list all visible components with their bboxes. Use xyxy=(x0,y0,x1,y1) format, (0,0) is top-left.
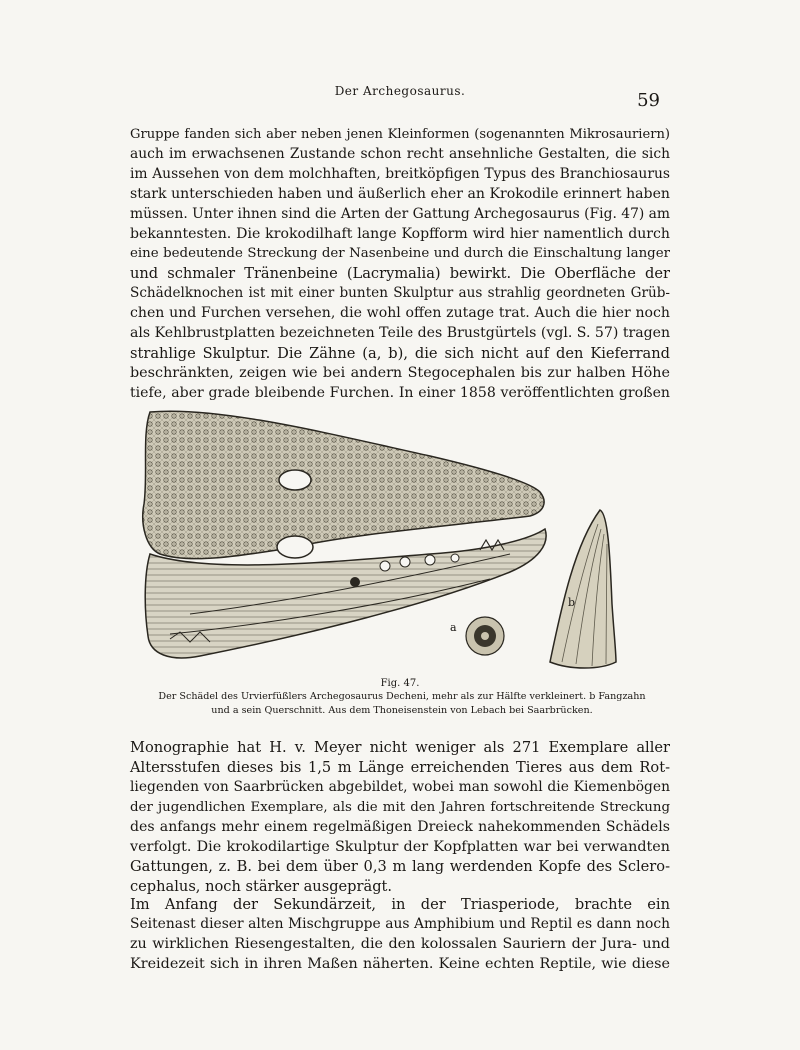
skull-figure xyxy=(130,404,670,674)
text-line: Altersstufen dieses bis 1,5 m Länge erreichenden Tieres aus dem Rot- xyxy=(130,758,670,776)
paragraph-2 xyxy=(130,738,670,897)
figure-number: Fig. 47. xyxy=(380,678,420,689)
text-line: Im Anfang der Sekundärzeit, in der Triasperiode, brachte ein xyxy=(130,896,670,913)
text-line: auch im erwachsenen Zustande schon recht ansehnliche Gestalten, die sich xyxy=(130,145,670,162)
text-line: Schädelknochen ist mit einer bunten Skulptur aus strahlig geordneten Grüb- xyxy=(130,285,670,302)
text-line: müssen. Unter ihnen sind die Arten der Gattung Archegosaurus (Fig. 47) am xyxy=(130,205,671,222)
caption-line: Der Schädel des Urvierfüßlers Archegosaurus Decheni, mehr als zur Hälfte verkleinert. b Fangzahn xyxy=(158,691,646,702)
text-line: cephalus, noch stärker ausgeprägt. xyxy=(130,878,393,896)
text-line: des anfangs mehr einem regelmäßigen Dreieck nahekommenden Schädels xyxy=(130,818,670,835)
text-line: eine bedeutende Streckung der Nasenbeine und durch die Einschaltung langer xyxy=(130,246,670,262)
text-line: im Aussehen von dem molchhaften, breitköpfigen Typus des Branchiosaurus xyxy=(130,165,670,182)
running-title: Der Archegosaurus. xyxy=(334,84,466,98)
tooth-cross-section xyxy=(466,617,504,655)
text-line: zu wirklichen Riesengestalten, die den kolossalen Sauriern der Jura- und xyxy=(130,935,670,952)
figure-caption xyxy=(128,690,676,718)
text-line: beschränkten, zeigen wie bei andern Stegocephalen bis zur halben Höhe xyxy=(130,364,670,381)
text-line: und schmaler Tränenbeine (Lacrymalia) bewirkt. Die Oberfläche der xyxy=(130,265,670,283)
text-line: Monographie hat H. v. Meyer nicht weniger als 271 Exemplare aller xyxy=(130,739,670,756)
fang-tooth xyxy=(550,510,616,668)
paragraph-3 xyxy=(130,895,670,975)
figure-label-a: a xyxy=(450,621,457,634)
paragraph-1 xyxy=(130,125,670,404)
text-line: verfolgt. Die krokodilartige Skulptur der Kopfplatten war bei verwandten xyxy=(130,838,670,855)
text-line: Kreidezeit sich in ihren Maßen näherten. Keine echten Reptile, wie diese xyxy=(130,955,670,972)
text-line: strahlige Skulptur. Die Zähne (a, b), die sich nicht auf den Kieferrand xyxy=(130,344,670,362)
text-line: liegenden von Saarbrücken abgebildet, wobei man sowohl die Kiemenbögen xyxy=(130,778,670,795)
text-line: chen und Furchen versehen, die wohl offen zutage trat. Auch die hier noch xyxy=(130,305,670,322)
text-line: Gattungen, z. B. bei dem über 0,3 m lang werdenden Kopfe des Sclero- xyxy=(130,858,670,876)
text-line: Seitenast dieser alten Mischgruppe aus Amphibium und Reptil es dann noch xyxy=(130,915,670,932)
text-line: Gruppe fanden sich aber neben jenen Kleinformen (sogenannten Mikrosauriern) xyxy=(130,127,670,142)
text-line: stark unterschieden haben und äußerlich eher an Krokodile erinnert haben xyxy=(130,185,670,202)
text-line: als Kehlbrustplatten bezeichneten Teile des Brustgürtels (vgl. S. 57) tragen xyxy=(130,325,671,342)
text-line: der jugendlichen Exemplare, als die mit den Jahren fortschreitende Streckung xyxy=(130,799,670,815)
page-number: 59 xyxy=(637,90,660,111)
caption-line: und a sein Querschnitt. Aus dem Thoneisenstein von Lebach bei Saarbrücken. xyxy=(211,705,593,716)
text-line: bekanntesten. Die krokodilhaft lange Kopfform wird hier namentlich durch xyxy=(130,225,670,242)
text-line: tiefe, aber grade bleibende Furchen. In einer 1858 veröffentlichten großen xyxy=(130,384,670,401)
figure-label-b: b xyxy=(568,596,576,609)
